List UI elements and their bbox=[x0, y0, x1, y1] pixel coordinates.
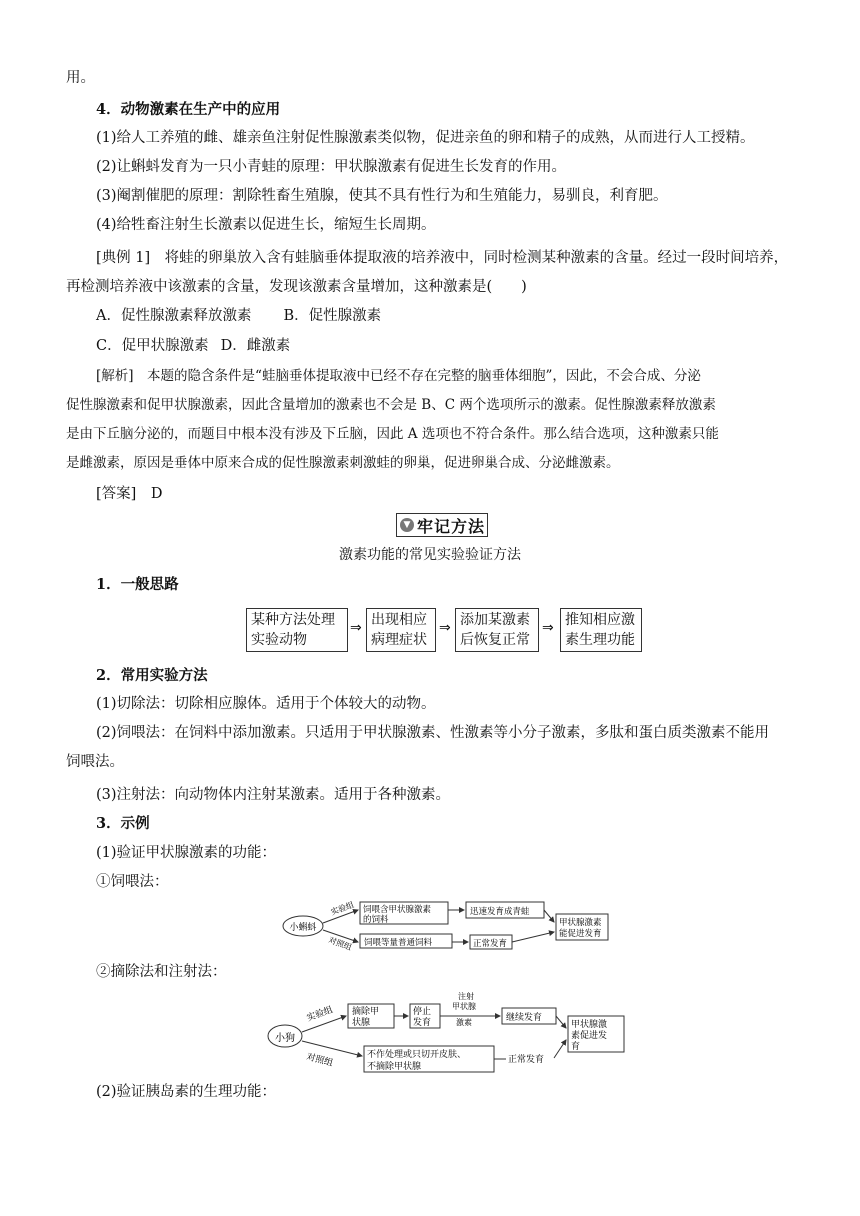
rm-conclusion-l3: 育 bbox=[571, 1042, 581, 1052]
flow-arrow-3: ⇒ bbox=[542, 620, 554, 636]
answer-line bbox=[96, 484, 162, 504]
flow-box-2-line-2: 病理症状 bbox=[371, 632, 427, 648]
sec4-item-3: (3)阉割催肥的原理：割除牲畜生殖腺，使其不具有性行为和生殖能力，易驯良，利育肥。 bbox=[96, 188, 668, 204]
option-c: C．促甲状腺激素 bbox=[96, 338, 209, 354]
section-4-title: 4．动物激素在生产中的应用 bbox=[96, 101, 281, 118]
rm-step1-l2: 状腺 bbox=[352, 1018, 371, 1028]
rm-step1-l1: 摘除甲 bbox=[352, 1007, 380, 1017]
analysis-line-1 bbox=[96, 366, 701, 386]
method-subtitle: 激素功能的常见实验验证方法 bbox=[339, 547, 521, 563]
flow-box-2-line-1: 出现相应 bbox=[371, 612, 427, 628]
feed-exp-label: 实验组 bbox=[329, 900, 356, 917]
flow-box-1 bbox=[246, 608, 348, 652]
puppy-label: 小狗 bbox=[275, 1033, 295, 1044]
example-line-2: 再检测培养液中该激素的含量，发现该激素含量增加，这种激素是( ) bbox=[66, 279, 527, 295]
rm-ctl-result: 正常发育 bbox=[508, 1055, 545, 1065]
rm-step2-l2: 发育 bbox=[413, 1018, 432, 1028]
sec4-item-4: (4)给牲畜注射生长激素以促进生长，缩短生长周期。 bbox=[96, 217, 436, 233]
flow-box-1-line-2: 实验动物 bbox=[251, 632, 307, 648]
flow-arrow-1: ⇒ bbox=[350, 620, 362, 636]
example-insulin: (2)验证胰岛素的生理功能： bbox=[96, 1084, 277, 1100]
feed-ctl-result: 正常发育 bbox=[473, 939, 508, 949]
feed-exp-box-l1: 饲喂含甲状腺激素 bbox=[363, 905, 432, 915]
method-badge bbox=[396, 513, 488, 537]
example-feeding-label: ①饲喂法： bbox=[96, 874, 169, 890]
analysis-tag: [解析] bbox=[96, 368, 134, 384]
rm-ctl-l2: 不摘除甲状腺 bbox=[367, 1062, 422, 1072]
option-d: D．雌激素 bbox=[220, 338, 291, 354]
sec4-item-2: (2)让蝌蚪发育为一只小青蛙的原理：甲状腺激素有促进生长发育的作用。 bbox=[96, 159, 567, 175]
sec4-item-1: (1)给人工养殖的雌、雄亲鱼注射促性腺激素类似物，促进亲鱼的卵和精子的成熟，从而进行人工授精。 bbox=[96, 130, 755, 146]
rm-inject-l2: 甲状腺 bbox=[452, 1002, 476, 1011]
rm-inject-l1: 注射 bbox=[458, 992, 474, 1001]
method-inject: (3)注射法：向动物体内注射某激素。适用于各种激素。 bbox=[96, 787, 451, 803]
option-b: B．促性腺激素 bbox=[283, 308, 382, 324]
feeding-diagram bbox=[282, 900, 610, 952]
answer-tag: [答案] bbox=[96, 486, 137, 502]
example-line-1 bbox=[96, 248, 788, 268]
example-text-1: 将蛙的卵巢放入含有蛙脑垂体提取液的培养液中，同时检测某种激素的含量。经过一段时间培养， bbox=[150, 250, 789, 266]
flow-box-3-line-1: 添加某激素 bbox=[460, 612, 530, 628]
flow-box-3-line-2: 后恢复正常 bbox=[460, 632, 530, 648]
example-tag: [典例 1] bbox=[96, 250, 151, 266]
feed-conclusion-l2: 能促进发育 bbox=[559, 929, 602, 939]
flow-box-4 bbox=[560, 608, 642, 652]
example-thyroid: (1)验证甲状腺激素的功能： bbox=[96, 845, 277, 861]
flow-box-4-line-1: 推知相应激 bbox=[565, 612, 635, 628]
rm-ctl-label: 对照组 bbox=[305, 1052, 334, 1069]
method-step-2-title: 2．常用实验方法 bbox=[96, 667, 208, 684]
removal-injection-diagram bbox=[266, 990, 628, 1074]
example-removal-label: ②摘除法和注射法： bbox=[96, 964, 227, 980]
analysis-line-4: 是雌激素，原因是垂体中原来合成的促性腺激素刺激蛙的卵巢，促进卵巢合成、分泌雌激素。 bbox=[66, 455, 620, 471]
rm-exp-label: 实验组 bbox=[305, 1005, 335, 1024]
feed-exp-result: 迅速发育成青蛙 bbox=[470, 907, 530, 917]
feed-conclusion-l1: 甲状腺激素 bbox=[559, 918, 602, 928]
flow-box-3 bbox=[455, 608, 539, 652]
rm-conclusion-l2: 素促进发 bbox=[571, 1031, 608, 1041]
rm-step2-l1: 停止 bbox=[413, 1007, 432, 1017]
example-options-ab bbox=[96, 306, 381, 326]
method-cut: (1)切除法：切除相应腺体。适用于个体较大的动物。 bbox=[96, 696, 436, 712]
feed-ctl-box-text: 饲喂等量普通饲料 bbox=[364, 938, 433, 948]
method-feed-1: (2)饲喂法：在饲料中添加激素。只适用于甲状腺激素、性激素等小分子激素，多肽和蛋白质类激素不能用 bbox=[96, 725, 770, 741]
method-step-3-title: 3．示例 bbox=[96, 815, 150, 832]
flow-box-1-line-1: 某种方法处理 bbox=[251, 612, 335, 628]
method-step-1-title: 1．一般思路 bbox=[96, 576, 179, 593]
example-options-cd bbox=[96, 336, 290, 356]
answer-value: D bbox=[150, 486, 163, 502]
method-badge-label: 牢记方法 bbox=[417, 516, 486, 536]
analysis-line-2: 促性腺激素和促甲状腺激素，因此含量增加的激素也不会是 B、C 两个选项所示的激素。促性腺激素释放激素 bbox=[66, 397, 716, 413]
analysis-line-3: 是由下丘脑分泌的，而题目中根本没有涉及下丘脑，因此 A 选项也不符合条件。那么结合选项，这种激素只能 bbox=[66, 426, 719, 442]
feed-ctl-label: 对照组 bbox=[327, 935, 353, 952]
triangle-down-icon: ▼ bbox=[400, 518, 414, 532]
feed-exp-box-l2: 的饲料 bbox=[363, 915, 389, 925]
analysis-text-1: 本题的隐含条件是“蛙脑垂体提取液中已经不存在完整的脑垂体细胞”，因此，不会合成、分泌 bbox=[133, 368, 701, 384]
rm-ctl-l1: 不作处理或只切开皮肤、 bbox=[367, 1050, 467, 1060]
rm-inject-l3: 激素 bbox=[456, 1018, 472, 1027]
flow-box-4-line-2: 素生理功能 bbox=[565, 632, 635, 648]
flow-box-2 bbox=[366, 608, 436, 652]
rm-continue: 继续发育 bbox=[506, 1013, 543, 1023]
tadpole-label: 小蝌蚪 bbox=[289, 923, 317, 933]
option-a: A．促性腺激素释放激素 bbox=[96, 308, 252, 324]
method-feed-2: 饲喂法。 bbox=[66, 754, 124, 770]
flow-arrow-2: ⇒ bbox=[439, 620, 451, 636]
trailing-text: 用。 bbox=[66, 70, 95, 86]
rm-conclusion-l1: 甲状腺激 bbox=[571, 1020, 608, 1030]
